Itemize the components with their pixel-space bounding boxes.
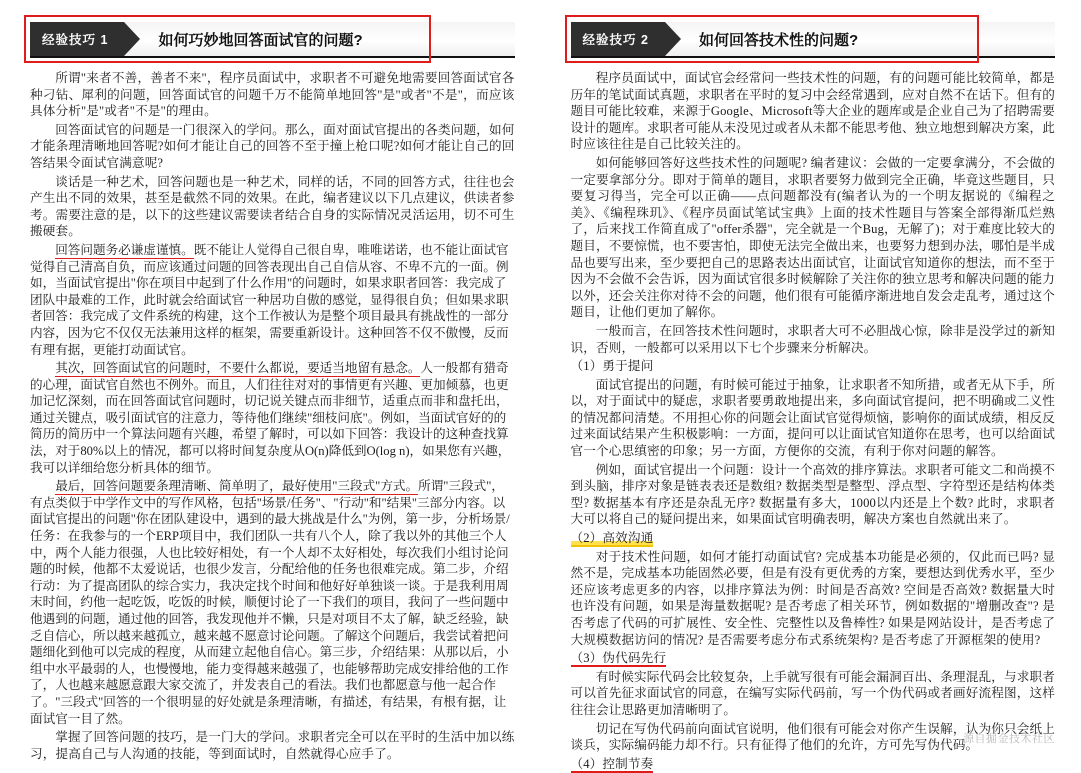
left-paragraph: 所谓"来者不善，善者不来"，程序员面试中，求职者不可避免地需要回答面试官各种刁钻、犀利的问题，回答面试官的问题千万不能简单地回答"是"或者"不是"，而应该具体分析"是"或者"不是"的理由。 — [30, 70, 515, 120]
left-section-3-body: 所谓"三段式"，有点类似于中学作文中的写作风格，包括"场景/任务"、"行动"和"结果"三部分内容。以面试官提出的问题"你在团队建设中，遇到的最大挑战是什么"为例，第一步，分析场景/任务：在我参与的一个ERP项目中，我们团队一共有八个人，除了我以外的其他三个人中，两个人能力很强，人也比较好相处，有一个人却不太好相处，每次我们小组讨论问题的时候，他都不太爱说话，也很少发言，分配给他的任务也很难完成。第二步，介绍行动：为了提高团队的综合实力，我决定找个时间和他好好单独谈一谈。于是我利用周末时间，约他一起吃饭，吃饭的时候，顺便讨论了一下我们的项目，我问了一些问题中他遇到的问题，通过他的回答，我发现他并不懒，只是对项目不太了解，缺乏经验，缺乏自信心，所以越来越孤立，越来越不愿意讨论问题。了解这个问题后，我尝试着把问题细化到他可以完成的程度，从而建立起他自信心。第三步，介绍结果：从那以后，小组中水平最弱的人，也慢慢地，能力变得越来越强了，也能够帮助完成安排给他的工作了，人也越来越愿意跟大家交流了，并发表自己的看法。我们也都愿意与他一起合作了。"三段式"回答的一个很明显的好处就是条理清晰，有描述，有结果，有根有据，让面试官一目了然。 — [30, 479, 510, 725]
watermark: 源自掘金技术社区 — [963, 730, 1055, 746]
right-item-title-text: （1）勇于提问 — [571, 359, 654, 373]
left-column — [0, 0, 541, 752]
right-paragraph: 如何能够回答好这些技术性的问题呢? 编者建议：会做的一定要拿满分，不会做的一定要拿部分分。即对于简单的题目，求职者要努力做到完全正确，毕竟这些题目，只要复习得当，完全可以正确——点问题都没有(编者认为的一个明友据说的《编程之美》、《编程珠玑》、《程序员面试笔试宝典》上面的技术性题目与答案全部得渐瓜烂熟了，后来找工作简直成了"offer杀器"，完全就是一个Bug，无解了)；对于难度比较大的题目，不要惊慌，也不要害怕，即使无法完全做出来，也要努力想到办法，哪怕是半成品也要写出来，至少要把自己的思路表达出面试官，让面试官知道你的想法，而不至于因为不会做不会告诉，因为面试官很多时候解除了关注你的独立思考和解决问题的能力以外，还会关注你对待不会的问题，他们很有可能循序渐进地自发会走乱考，通过这个题目，让他们更加了解你。 — [571, 155, 1056, 321]
left-section-banner — [30, 22, 515, 58]
right-banner-tag: 经验技巧 2 — [571, 22, 665, 56]
right-banner-title: 如何回答技术性的问题? — [699, 29, 858, 50]
right-item-plain: 例如，面试官提出一个问题：设计一个高效的排序算法。求职者可能文二和尚摸不到头脑，排序对象是链表表还是数组? 数据类型是整型、浮点型、字符型还是结构体类型? 数据基本有序还是杂乱无序? 数据量有多大，1000以内还是上个数? 此时，求职者大可以将自己的疑问提出来，如果面试官明确表明，解决方案也自然就出来了。 — [571, 462, 1056, 528]
left-section-1-lead: 回答问题务必谦虚谨慎。 — [55, 243, 194, 259]
left-section-2 — [30, 360, 515, 476]
left-closing-paragraph: 掌握了回答问题的技巧，是一门大的学问。求职者完全可以在平时的生活中加以练习，提高自己与人沟通的技能，等到面试时，自然就得心应手了。 — [30, 729, 515, 762]
right-item-body: 面试官提出的问题，有时候可能过于抽象，让求职者不知所措，或者无从下手，所以，对于面试中的疑虑，求职者要勇敢地提出来，多向面试官提问，把不明确或二义性的情况都问清楚。不用担心你的问题会让面试官觉得烦恼，影响你的面试成绩，相反反过来面试结果产生积极影响：一方面，提问可以让面试官知道你在思考，也可以给面试官一个心思缜密的印象；另一方面，方便你的交流，有利于你对问题的解答。 — [571, 377, 1056, 460]
right-paragraph: 一般而言，在回答技术性问题时，求职者大可不必胆战心惊，除非是没学过的新知识，否则，一般都可以采用以下七个步骤来分析解决。 — [571, 323, 1056, 356]
right-section-banner — [571, 22, 1056, 58]
left-banner-tag: 经验技巧 1 — [30, 22, 124, 56]
right-item-body: 对于技术性问题，如何才能打动面试官? 完成基本功能是必须的，仅此而已吗? 显然不是，完成基本功能固然必要，但是有没有更优秀的方案，要想达到优秀水平，至少还应该考虑更多的内容，以排序算法为例：时间是否高效? 空间是否高效? 数据量大时也许没有问题，如果是海量数据呢? 是否考虑了相关环节，例如数据的"增删改查"? 是否考虑了代码的可扩展性、安全性、完整性以及鲁棒性? 如果是网站设计，是否考虑了大规模数据访问的情况? 是否需要考虑分布式系统架构? 是否考虑了开源框架的使用? — [571, 549, 1056, 649]
left-section-1 — [30, 242, 515, 358]
left-section-2-body: 人一般都有猎奇的心理，面试官自然也不例外。而且，人们往往对对的事情更有兴趣、更加倾慕，也更加记忆深刻，而在回答面试官问题时，切记说关键点而非细节，适重点而非和盘托出，通过关键点，吸引面试官的注意力，等待他们继续"细枝问底"。例如，当面试官好的的简历的简历中一个算法问题有兴趣，希望了解时，可以如下回答：我设计的这种查找算法，对于80%以上的情况，都可以将时间复杂度从O(n)降低到O(log n)，如果您有兴趣，我可以详细给您分析具体的细节。 — [30, 361, 510, 475]
right-item-title — [571, 756, 1056, 773]
left-banner-wrap — [30, 22, 515, 58]
left-section-3 — [30, 478, 515, 727]
right-item-title-text: （4）控制节奏 — [571, 757, 654, 773]
right-banner-wrap — [571, 22, 1056, 58]
left-section-1-body: 既不能让人觉得自己很自卑，唯唯诺诺，也不能让面试官觉得自己清高自负，而应该通过问题的回答表现出自己自信从容、不卑不亢的一面。例如，当面试官提出"你在项目中起到了什么作用"的问题时，如果求职者回答：我完成了团队中最难的工作，此时就会给面试官一种居功自傲的感觉，显得很自负；但如果求职者回答：我完成了文件系统的构建，这个工作被认为是整个项目最具有挑战性的一部分内容，因为它不仅仅无法兼用这样的框架，需要重新设计。这种回答不仅不傲慢，反而有理有据，更能打动面试官。 — [30, 243, 509, 357]
right-paragraph: 程序员面试中，面试官会经常问一些技术性的问题，有的问题可能比较简单，都是历年的笔试面试真题，求职者在平时的复习中会经常遇到，应对自然不在话下。但有的题目可能比较难，来源于Google、Microsoft等大企业的题库或是企业自己为了招聘需要设计的题库。求职者可能从未没见过或者从未都不能思考他、独立地想到解决方案，此时应该往往是自己比较关注的。 — [571, 70, 1056, 153]
right-item-plain: 切记在写伪代码前向面试官说明，他们很有可能会对你产生误解，认为你只会纸上谈兵，实际编码能力却不行。只有征得了他们的允许，方可先写伪代码。 — [571, 721, 1056, 754]
right-item-title — [571, 650, 1056, 667]
right-column — [541, 0, 1081, 752]
right-item-title-text: （2）高效沟通 — [571, 531, 654, 547]
left-paragraph: 谈话是一种艺术，回答问题也是一种艺术，同样的话，不同的回答方式，往往也会产生出不同的效果，甚至是截然不同的效果。在此，编者建议以下几点建议，供读者参考。需要注意的是，以下的这些建议需要读者结合自身的实际情况灵活运用，切不可生搬硬套。 — [30, 174, 515, 240]
right-item-title-text: （3）伪代码先行 — [571, 651, 667, 667]
right-item-title — [571, 358, 1056, 375]
left-section-3-lead: 最后，回答问题要条理清晰、简单明了，最好使用"三段式"方式。 — [55, 479, 418, 495]
right-item-body: 有时候实际代码会比较复杂，上手就写很有可能会漏洞百出、条理混乱，与求职者可以首先征求面试官的同意，在编写实际代码前，写一个伪代码或者画好流程图，这样往往会让思路更加清晰明了。 — [571, 669, 1056, 719]
left-paragraph: 回答面试官的问题是一门很深入的学问。那么，面对面试官提出的各类问题，如何才能条理清晰地回答呢?如何才能让自己的回答不至于撞上枪口呢?如何才能让自己的回答结果令面试官满意呢? — [30, 122, 515, 172]
left-banner-title: 如何巧妙地回答面试官的问题? — [158, 29, 362, 50]
right-item-title — [571, 530, 1056, 547]
left-section-2-lead: 其次，回答面试官的问题时，不要什么都说，要适当地留有悬念。 — [55, 361, 420, 377]
